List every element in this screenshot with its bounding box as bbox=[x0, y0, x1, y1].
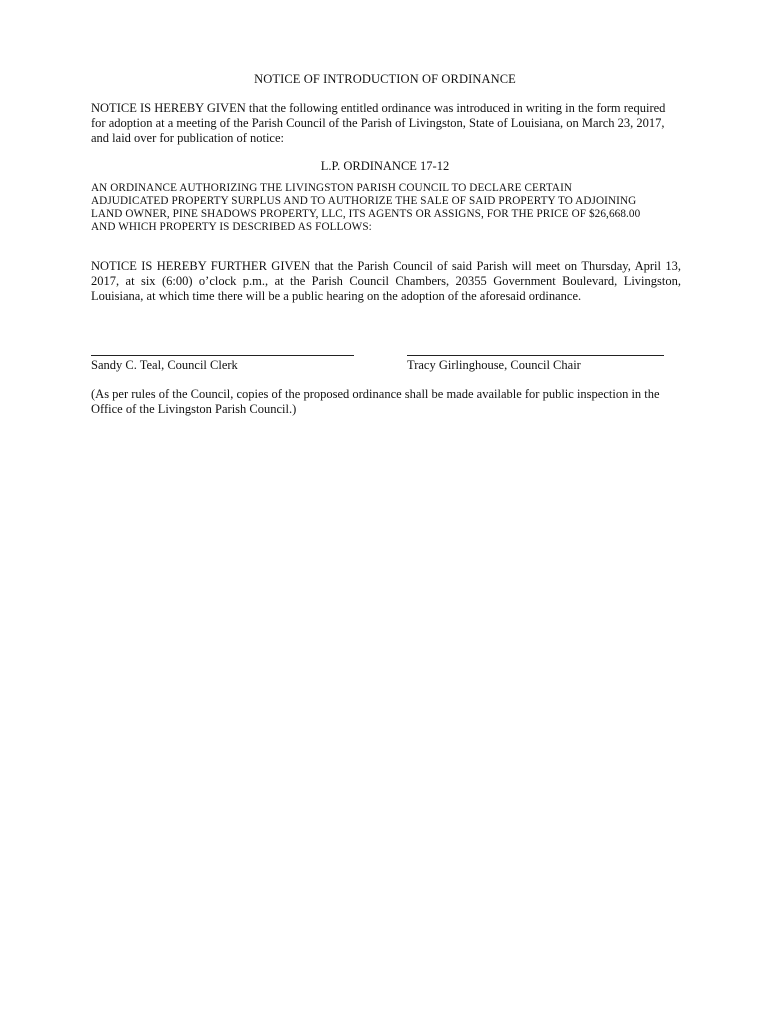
ordinance-number: L.P. ORDINANCE 17-12 bbox=[320, 159, 450, 173]
further-notice-paragraph: NOTICE IS HEREBY FURTHER GIVEN that the Parish Council of said Parish will meet on Thursday, April 13, 2017, at six (6:00) o’clock p.m., at the Parish Council Chambers, 20355 Government Boulevard, Livingston, Louisiana, at which time there will be a public hearing on the adoption of the aforesaid ordinance. bbox=[91, 259, 681, 303]
chair-name: Tracy Girlinghouse, Council Chair bbox=[407, 358, 581, 372]
chair-signature-line bbox=[407, 355, 664, 356]
clerk-name: Sandy C. Teal, Council Clerk bbox=[91, 358, 238, 372]
clerk-signature-line bbox=[91, 355, 354, 356]
intro-paragraph: NOTICE IS HEREBY GIVEN that the following entitled ordinance was introduced in writing in the form required for adoption at a meeting of the Parish Council of the Parish of Livingston, State of Louisiana, on March 23, 2017, and laid over for publication of notice: bbox=[91, 101, 666, 145]
footer-note: (As per rules of the Council, copies of the proposed ordinance shall be made available for public inspection in the Office of the Livingston Parish Council.) bbox=[91, 387, 660, 416]
notice-title: NOTICE OF INTRODUCTION OF ORDINANCE bbox=[254, 72, 516, 86]
ordinance-caption: AN ORDINANCE AUTHORIZING THE LIVINGSTON PARISH COUNCIL TO DECLARE CERTAIN ADJUDICATED PROPERTY SURPLUS AND TO AUTHORIZE THE SALE OF SAID PROPERTY TO ADJOINING LAND OWNER, PINE SHADOWS PROPERTY, LLC, ITS AGENTS OR ASSIGNS, FOR THE PRICE OF $26,668.00 AND WHICH PROPERTY IS DESCRIBED AS FOLLOWS: bbox=[91, 182, 641, 233]
